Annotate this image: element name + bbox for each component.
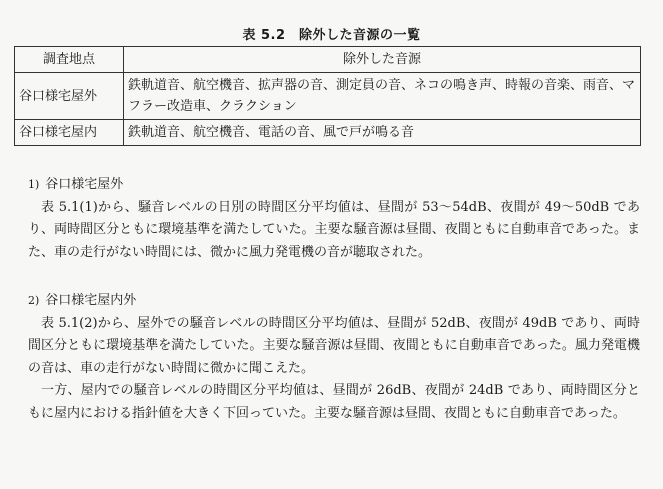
table-title: 表 5.2 除外した音源の一覧 [242,28,421,43]
row-location: 谷口様宅屋内 [15,120,124,146]
row-location: 谷口様宅屋外 [15,73,124,120]
section-paragraph: 一方、屋内での騒音レベルの時間区分平均値は、昼間が 26dB、夜間が 24dB であり、両時間区分ともに屋内における指針値を大きく下回っていた。主要な騒音源は昼間、夜間ともに自動車音であった。 [28,383,640,421]
section-heading [28,290,640,313]
header-excluded-sources: 除外した音源 [124,47,641,73]
section-paragraph: 表 5.1(1)から、騒音レベルの日別の時間区分平均値は、昼間が 53～54dB、夜間が 49～50dB であり、両時間区分ともに環境基準を満たしていた。主要な騒音源は昼間、夜間ともに自動車音であった。また、車の走行がない時間には、微かに風力発電機の音が聴取された。 [28,199,640,260]
table-header-row [15,47,641,73]
section-paragraph: 表 5.1(2)から、屋外での騒音レベルの時間区分平均値は、昼間が 52dB、夜間が 49dB であり、両時間区分ともに環境基準を満たしていた。主要な騒音源は昼間、夜間ともに自動車音であった。風力発電機の音は、車の走行がない時間に微かに聞こえた。 [28,315,640,376]
table-row [15,120,641,146]
section-title: 谷口様宅屋内外 [45,293,137,308]
table-row [15,73,641,120]
header-location: 調査地点 [15,47,124,73]
excluded-sources-table [14,46,641,146]
section-number: 1) [28,178,40,191]
section-number: 2) [28,294,40,307]
section-indoor-outdoor [28,290,640,425]
section-title: 谷口様宅屋外 [45,177,124,192]
row-sources: 鉄軌道音、航空機音、電話の音、風で戸が鳴る音 [124,120,641,146]
section-heading [28,174,640,197]
row-sources: 鉄軌道音、航空機音、拡声器の音、測定員の音、ネコの鳴き声、時報の音楽、雨音、マフラー改造車、クラクション [124,73,641,120]
section-outdoor [28,174,640,264]
